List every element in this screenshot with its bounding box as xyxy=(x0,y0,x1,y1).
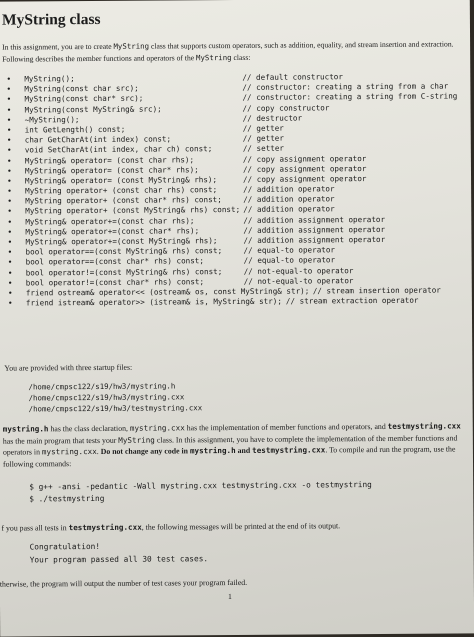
bullet-icon: • xyxy=(6,166,12,176)
bullet-icon: • xyxy=(7,196,13,206)
member-declaration: MyString operator+ (const MyString& rhs) const; xyxy=(25,205,241,216)
member-declaration: MyString& operator+=(const MyString& rhs); xyxy=(25,236,218,247)
bullet-icon: • xyxy=(7,288,13,298)
member-comment: // default constructor xyxy=(242,72,343,82)
description-paragraph xyxy=(3,420,469,470)
bullet-icon: • xyxy=(7,257,13,267)
member-comment: // addition operator xyxy=(243,194,335,205)
member-comment: // getter xyxy=(242,123,284,133)
bullet-icon: • xyxy=(7,176,12,186)
member-comment: // setter xyxy=(242,143,285,154)
member-comment: // addition assignment operator xyxy=(243,214,386,225)
desc-code: MyString xyxy=(118,435,155,445)
member-declaration: bool operator!=(const char* rhs) const; xyxy=(25,276,205,288)
member-declaration: MyString(const char* src); xyxy=(24,94,144,104)
compile-commands xyxy=(29,479,372,505)
desc-text: class. In this assignment, you have to complete the implementation of the member functions and operators in xyxy=(2,433,458,457)
bullet-icon: • xyxy=(6,105,12,115)
member-comment: // addition assignment operator xyxy=(243,224,386,235)
member-comment: // copy assignment operator xyxy=(242,153,367,164)
member-comment: // copy constructor xyxy=(242,102,330,113)
desc-code: testmystring.cxx xyxy=(252,445,326,456)
desc-text: . xyxy=(96,447,101,457)
desc-code: mystring.h xyxy=(189,446,236,456)
member-comment: // constructor: creating a string from a char xyxy=(242,81,449,93)
expected-output xyxy=(30,540,209,566)
member-declaration: MyString& operator+=(const char rhs); xyxy=(25,215,195,227)
member-comment: // addition assignment operator xyxy=(243,234,386,245)
member-declaration: MyString& operator+=(const char* rhs); xyxy=(25,226,200,237)
member-comment: // destructor xyxy=(242,113,303,123)
file-path: /home/cmpsc122/s19/hw3/mystring.cxx xyxy=(28,392,185,403)
member-declaration: MyString(); xyxy=(24,74,75,84)
member-comment: // not-equal-to operator xyxy=(243,275,354,286)
member-comment: // not-equal-to operator xyxy=(243,265,354,276)
provided-text: You are provided with three startup files: xyxy=(4,362,133,373)
pass-code: testmystring.cxx xyxy=(68,522,142,533)
member-comment: // getter xyxy=(242,133,284,144)
bullet-icon: • xyxy=(6,125,12,135)
member-declaration: friend ostream& operator<< (ostream& os, const MyString& str); xyxy=(25,286,310,298)
intro-paragraph xyxy=(2,38,462,65)
member-declaration: ~MyString(); xyxy=(24,114,80,125)
file-path: /home/cmpsc122/s19/hw3/mystring.h xyxy=(28,381,176,392)
desc-code: mystring.cxx xyxy=(41,447,97,457)
file-paths xyxy=(28,380,202,414)
bullet-icon: • xyxy=(6,156,12,166)
desc-warning: Do not change any code in xyxy=(100,446,190,457)
member-comment: // stream insertion operator xyxy=(312,285,441,296)
member-item xyxy=(8,295,470,308)
bullet-icon: • xyxy=(6,145,12,155)
desc-text: has the implementation of member functions and operators, and xyxy=(184,421,388,433)
member-comment: // addition operator xyxy=(243,204,335,215)
desc-code: testmystring.cxx xyxy=(387,421,461,431)
member-declaration: MyString operator+ (const char rhs) const; xyxy=(25,185,218,196)
member-declaration: MyString& operator= (const char* rhs); xyxy=(24,164,199,176)
bullet-icon: • xyxy=(6,115,12,125)
page-number: 1 xyxy=(227,592,232,602)
member-declaration: MyString(const MyString& src); xyxy=(24,104,162,115)
bullet-icon: • xyxy=(7,278,13,288)
desc-code: mystring.cxx xyxy=(129,423,185,433)
member-declaration: MyString operator+ (const char* rhs) const; xyxy=(25,195,222,206)
bullet-icon: • xyxy=(7,237,13,247)
member-comment: // stream extraction operator xyxy=(285,295,419,306)
bullet-icon: • xyxy=(7,227,13,237)
member-declaration: MyString& operator= (const MyString& rhs); xyxy=(25,174,218,186)
member-comment: // copy assignment operator xyxy=(242,163,367,174)
otherwise-text: therwise, the program will output the number of test cases your program failed. xyxy=(0,577,248,589)
bullet-icon: • xyxy=(7,186,12,196)
desc-warning: and xyxy=(235,446,253,456)
member-declaration: bool operator!=(const MyString& rhs) const; xyxy=(25,266,223,278)
member-comment: // addition operator xyxy=(243,184,335,195)
intro-code: MyString xyxy=(195,53,232,63)
member-declaration: MyString& operator= (const char rhs); xyxy=(24,154,195,165)
member-declaration: friend istream& operator>> (istream& is, MyString& str); xyxy=(25,296,282,308)
bullet-icon: • xyxy=(7,247,13,257)
intro-text: class that supports custom operators, such as addition, equality, and stream insertion and extraction. Following describes the member functions and operators of the xyxy=(2,39,454,64)
member-declaration: char GetCharAt(int index) const; xyxy=(24,134,172,145)
command-line: $ g++ -ansi -pedantic -Wall mystring.cxx testmystring.cxx -o testmystring xyxy=(29,480,372,492)
intro-text: class: xyxy=(231,52,251,63)
member-comment: // equal-to operator xyxy=(243,255,336,266)
desc-code: mystring.h xyxy=(2,424,49,434)
output-line: Your program passed all 30 test cases. xyxy=(29,553,209,564)
intro-text: In this assignment, you are to create xyxy=(2,41,114,52)
bullet-icon: • xyxy=(7,217,13,227)
member-declaration: bool operator==(const MyString& rhs) const; xyxy=(25,246,223,257)
bullet-icon: • xyxy=(6,84,12,94)
file-path: /home/cmpsc122/s19/hw3/testmystring.cxx xyxy=(28,403,203,414)
bullet-icon: • xyxy=(6,74,12,84)
output-line: Congratulation! xyxy=(29,541,101,552)
bullet-icon: • xyxy=(7,298,13,308)
bullet-icon: • xyxy=(6,135,12,145)
pass-text: f you pass all tests in xyxy=(1,523,69,533)
member-comment: // equal-to operator xyxy=(243,245,336,256)
desc-text: . To compile and run the program, use the following commands: xyxy=(2,444,456,469)
desc-text: has the main program that tests your xyxy=(2,435,119,446)
bullet-icon: • xyxy=(7,268,13,278)
member-declaration: void SetCharAt(int index, char ch) const; xyxy=(24,144,213,155)
member-list xyxy=(6,71,470,309)
member-declaration: MyString(const char src); xyxy=(24,83,139,94)
bullet-icon: • xyxy=(6,94,12,104)
pass-paragraph xyxy=(1,521,340,532)
page-title: MyString class xyxy=(1,10,101,29)
member-declaration: int GetLength() const; xyxy=(24,124,126,135)
member-comment: // constructor: creating a string from C-string xyxy=(242,91,458,103)
command-line: $ ./testmystring xyxy=(29,493,105,504)
pass-text: , the following messages will be printed at the end of its output. xyxy=(141,521,341,532)
bullet-icon: • xyxy=(7,206,13,217)
member-declaration: bool operator==(const char* rhs) const; xyxy=(25,256,204,267)
member-comment: // copy assignment operator xyxy=(243,173,367,184)
intro-code: MyString xyxy=(113,41,150,51)
desc-text: has the class declaration, xyxy=(48,423,130,434)
